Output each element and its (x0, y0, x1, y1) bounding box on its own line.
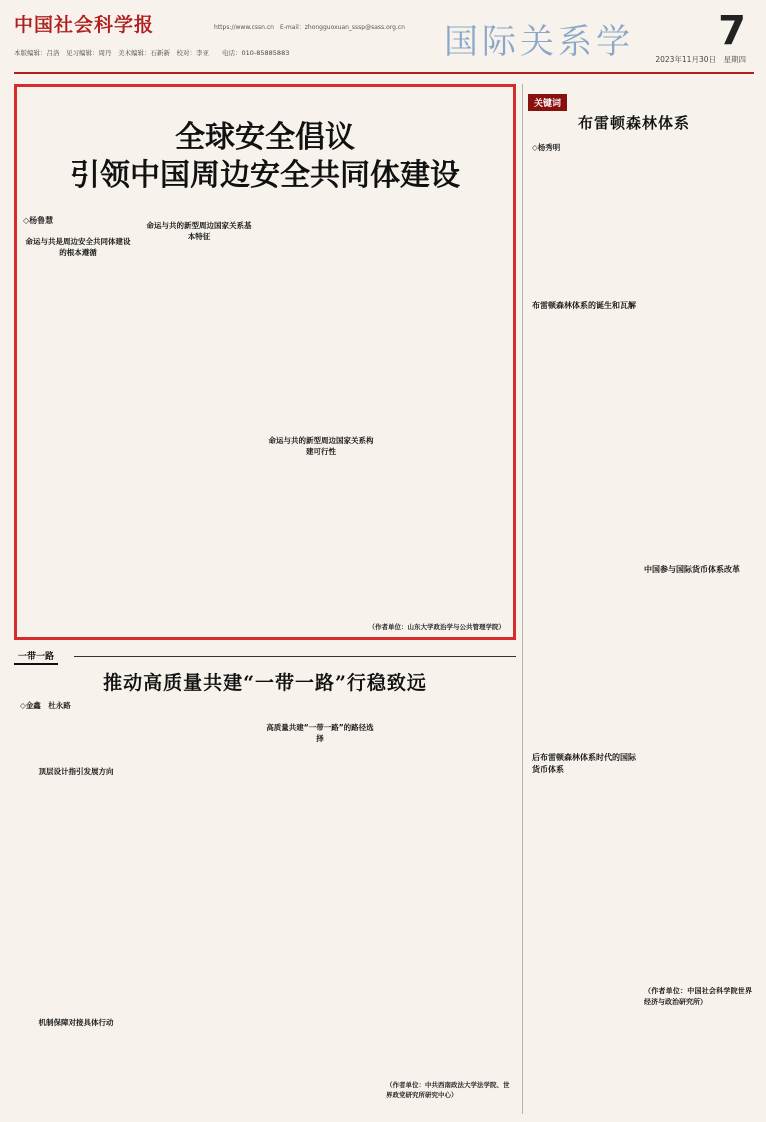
belt-section-rule (74, 656, 516, 657)
belt-section-tag: 一带一路 (14, 648, 58, 665)
keyword-author-affiliation: （作者单位：中国社会科学院世界经济与政治研究所） (644, 987, 752, 1006)
section-title: 国际关系学 (444, 22, 634, 62)
belt-author-affiliation: （作者单位：中共西南政法大学法学院、世界政党研究所研究中心） (386, 1081, 510, 1099)
belt-column-2 (142, 700, 254, 1114)
column-divider (522, 84, 523, 1114)
keyword-title: 布雷顿森林体系 (578, 114, 691, 132)
belt-author: ◇金鑫 杜永路 (20, 701, 71, 710)
keyword-column (528, 84, 754, 1114)
headline-line-1: 全球安全倡议 (175, 120, 355, 155)
belt-subhead-2: 机制保障对接具体行动 (38, 1018, 114, 1027)
keyword-subhead-3: 后布雷顿森林体系时代的国际货币体系 (532, 753, 636, 774)
lead-subhead-2: 命运与共的新型周边国家关系基本特征 (146, 221, 252, 241)
lead-subhead-1: 命运与共是周边安全共同体建设的根本遵循 (25, 237, 131, 257)
header-editor-info: 本版编辑：吕洛 见习编辑：周丹 美术编辑：石新新 校对：李亚 电话：010-85885883 (14, 49, 290, 57)
belt-subhead-3: 高质量共建“一带一路”的路径选择 (266, 723, 374, 743)
lead-column-4 (387, 215, 507, 615)
keyword-column-right (644, 144, 752, 1104)
belt-column-1 (20, 716, 132, 1114)
keyword-subhead-1: 布雷顿森林体系的诞生和瓦解 (532, 301, 636, 310)
belt-section-bar (14, 648, 516, 662)
lead-author-affiliation: （作者单位：山东大学政治学与公共管理学院） (368, 623, 505, 631)
headline-line-2: 引领中国周边安全共同体建设 (70, 158, 460, 193)
lead-column-1 (23, 231, 133, 631)
issue-date: 2023年11月30日 星期四 (655, 55, 746, 64)
keyword-author: ◇杨秀明 (532, 143, 561, 152)
header-contact: https://www.cssn.cn E-mail：zhongguoxuan_sssp@sass.org.cn (214, 24, 405, 31)
masthead (14, 10, 754, 68)
belt-headline: 推动高质量共建“一带一路”行稳致远 (103, 672, 427, 694)
lead-column-2 (143, 215, 255, 631)
keyword-subhead-2: 中国参与国际货币体系改革 (644, 565, 740, 574)
newspaper-logo: 中国社会科学报 (14, 14, 155, 36)
keyword-column-left (532, 160, 636, 1110)
belt-column-4 (386, 700, 512, 1076)
keyword-tag: 关键词 (528, 94, 567, 111)
lead-author: ◇杨鲁慧 (23, 216, 54, 225)
lead-column-3 (265, 215, 377, 631)
lead-subhead-3: 命运与共的新型周边国家关系构建可行性 (268, 436, 374, 456)
belt-subhead-1: 顶层设计指引发展方向 (38, 767, 114, 776)
belt-column-3 (264, 700, 376, 1114)
header-rule (14, 72, 754, 74)
lead-headline (17, 119, 513, 195)
lead-article (14, 84, 516, 640)
page-number: 7 (718, 8, 746, 54)
